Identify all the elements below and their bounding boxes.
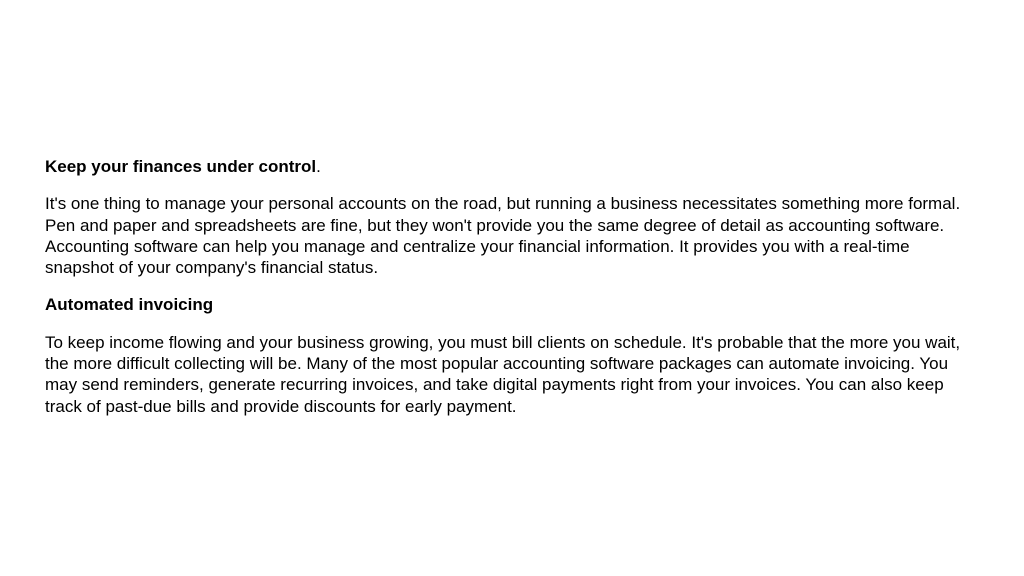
section-body-finances: It's one thing to manage your personal accounts on the road, but running a business necessitates something more formal. Pen and paper and spreadsheets are fine, but they won't provide you the same degree of detail as accounting software. Accounting software can help you manage and centralize your financial information. It provides you with a real-time snapshot of your company's financial status. [45,194,961,278]
heading-text: Keep your finances under control [45,157,317,176]
section-body-invoicing: To keep income flowing and your business growing, you must bill clients on schedule. It's probable that the more you wait, the more difficult collecting will be. Many of the most popular accounting software packages can automate invoicing. You may send reminders, generate recurring invoices, and take digital payments right from your invoices. You can also keep track of past-due bills and provide discounts for early payment. [45,332,961,416]
section-heading-finances [45,156,980,177]
document-content [45,156,980,433]
heading-suffix: . [316,157,321,176]
section-heading-invoicing: Automated invoicing [45,295,214,315]
